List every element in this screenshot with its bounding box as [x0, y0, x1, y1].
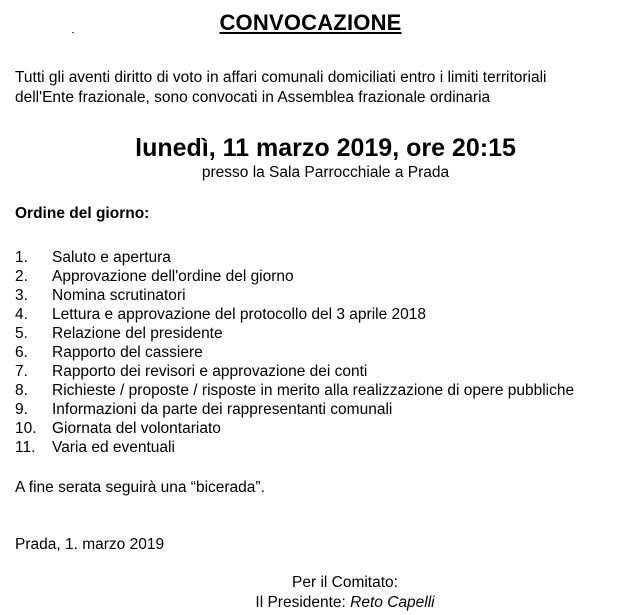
signature-role: Il Presidente: [255, 594, 346, 611]
agenda-item-text: Approvazione dell'ordine del giorno [52, 268, 294, 285]
document-title: CONVOCAZIONE [219, 10, 402, 35]
agenda-item [15, 324, 619, 343]
agenda-item-number: 2. [15, 268, 28, 285]
agenda-item-number: 4. [15, 306, 28, 323]
agenda-item-text: Relazione del presidente [52, 325, 223, 342]
agenda-item [15, 305, 619, 324]
agenda-item-text: Informazioni da parte dei rappresentanti comunali [52, 401, 393, 418]
agenda-item-number: 3. [15, 287, 28, 304]
agenda-item [15, 362, 619, 381]
agenda-item-text: Saluto e apertura [52, 249, 171, 266]
agenda-item [15, 267, 619, 286]
agenda-item-number: 11. [15, 439, 36, 456]
agenda-item-text: Rapporto del cassiere [52, 344, 203, 361]
agenda-item-number: 6. [15, 344, 28, 361]
agenda-list [15, 248, 619, 457]
agenda-item-number: 1. [15, 249, 28, 266]
agenda-item-text: Richieste / proposte / risposte in merito alla realizzazione di opere pubbliche [52, 382, 575, 399]
agenda-item [15, 248, 619, 267]
agenda-item-text: Varia ed eventuali [52, 439, 175, 456]
signature-committee: Per il Comitato: [292, 574, 398, 591]
agenda-item [15, 286, 619, 305]
agenda-item [15, 419, 619, 438]
agenda-item-number: 10. [15, 420, 37, 437]
agenda-item [15, 400, 619, 419]
agenda-item-text: Nomina scrutinatori [52, 287, 186, 304]
intro-paragraph [15, 68, 615, 108]
agenda-item [15, 343, 619, 362]
agenda-item [15, 381, 619, 400]
agenda-item-number: 8. [15, 382, 28, 399]
agenda-item-number: 9. [15, 401, 28, 418]
agenda-item-text: Lettura e approvazione del protocollo del 3 aprile 2018 [52, 306, 426, 323]
signature-name: Reto Capelli [350, 594, 435, 611]
intro-line-2: dell'Ente frazionale, sono convocati in Assemblea frazionale ordinaria [15, 89, 491, 106]
signature-president [220, 593, 470, 613]
agenda-item-number: 5. [15, 325, 28, 342]
meeting-location: presso la Sala Parrocchiale a Prada [201, 164, 450, 181]
closing-note: A fine serata seguirà una “bicerada”. [15, 479, 265, 496]
intro-line-1: Tutti gli aventi diritto di voto in affari comunali domiciliati entro i limiti territoriali [15, 69, 547, 86]
agenda-item-text: Giornata del volontariato [52, 420, 221, 437]
agenda-item [15, 438, 619, 457]
agenda-item-number: 7. [15, 363, 28, 380]
meeting-date-time: lunedì, 11 marzo 2019, ore 20:15 [135, 134, 516, 162]
agenda-item-text: Rapporto dei revisori e approvazione dei conti [52, 363, 368, 380]
place-and-date: Prada, 1. marzo 2019 [15, 536, 165, 553]
agenda-heading: Ordine del giorno: [15, 205, 150, 222]
